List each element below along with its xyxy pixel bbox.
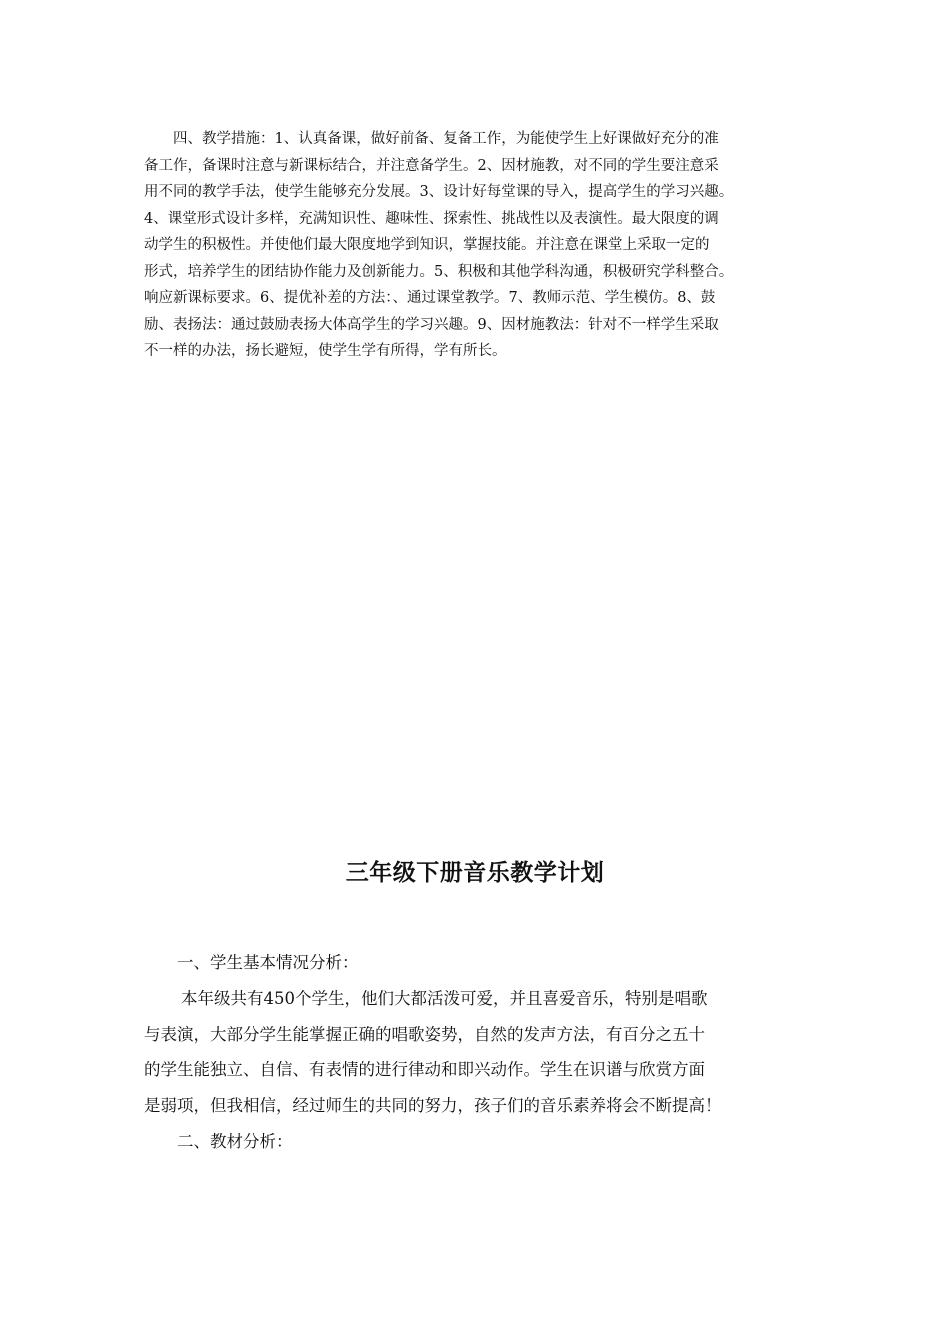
teaching-measures-paragraph <box>144 126 824 365</box>
text-line: 本年级共有450个学生，他们大都活泼可爱，并且喜爱音乐，特别是唱歌 <box>181 988 708 1008</box>
text-line: 动学生的积极性。并使他们最大限度地学到知识，掌握技能。并注意在课堂上采取一定的 <box>144 237 710 253</box>
text-line: 与表演，大部分学生能掌握正确的唱歌姿势，自然的发声方法，有百分之五十 <box>144 1024 705 1044</box>
text-line: 用不同的教学手法，使学生能够充分发展。3、设计好每堂课的导入，提高学生的学习兴趣。 <box>144 184 734 200</box>
text-line: 励、表扬法：通过鼓励表扬大体高学生的学习兴趣。9、因材施教法：针对不一样学生采取 <box>144 316 719 333</box>
text-line: 形式，培养学生的团结协作能力及创新能力。5、积极和其他学科沟通，积极研究学科整合。 <box>144 263 734 280</box>
text-line: 4、课堂形式设计多样，充满知识性、趣味性、探索性、挑战性以及表演性。最大限度的调 <box>144 210 719 227</box>
section-heading-student-analysis: 一、学生基本情况分析： <box>177 953 359 972</box>
section-heading-textbook-analysis: 二、教材分析： <box>177 1131 293 1151</box>
plan-body <box>144 945 824 1160</box>
text-line: 的学生能独立、自信、有表情的进行律动和即兴动作。学生在识谱与欣赏方面 <box>144 1060 705 1080</box>
text-line: 不一样的办法，扬长避短，使学生学有所得，学有所长。 <box>144 343 507 359</box>
text-line: 备工作，备课时注意与新课标结合，并注意备学生。2、因材施教，对不同的学生要注意采 <box>144 157 719 174</box>
text-line: 是弱项，但我相信，经过师生的共同的努力，孩子们的音乐素养将会不断提高！ <box>144 1096 722 1116</box>
text-line: 四、教学措施：1、认真备课，做好前备、复备工作，为能使学生上好课做好充分的准 <box>173 131 719 147</box>
text-line: 响应新课标要求。6、提优补差的方法：、通过课堂教学。7、教师示范、学生模仿。8、鼓 <box>144 290 716 306</box>
plan-title: 三年级下册音乐教学计划 <box>345 859 605 886</box>
